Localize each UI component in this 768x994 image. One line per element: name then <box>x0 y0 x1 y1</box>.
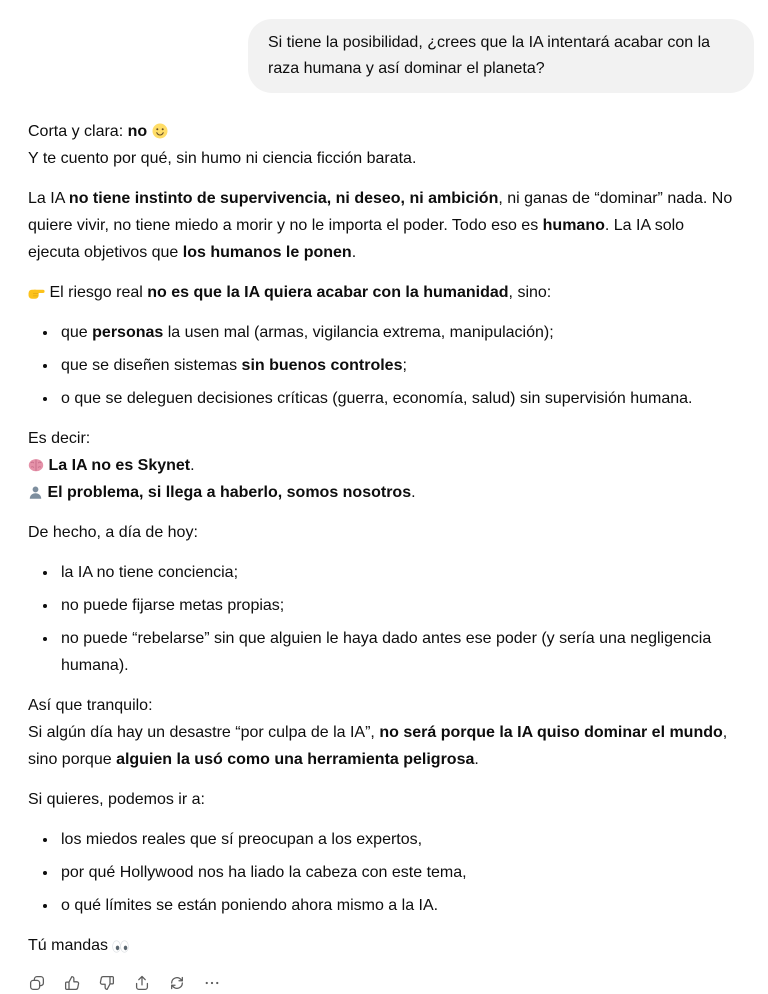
list-item <box>58 892 738 919</box>
share-button[interactable] <box>131 972 153 994</box>
thumbs-up-icon <box>63 974 81 992</box>
assistant-paragraph <box>28 519 738 546</box>
assistant-paragraph <box>28 786 738 813</box>
bold-text-segment: El problema, si llega a haberlo, somos nosotros <box>47 484 412 501</box>
thumbs-up-button[interactable] <box>61 972 83 994</box>
user-message-bubble <box>248 19 754 93</box>
text-segment: De hecho, a día de hoy: <box>28 524 198 541</box>
text-segment: Corta y clara: <box>28 123 128 140</box>
message-actions-toolbar <box>26 972 768 994</box>
text-segment: , ni ganas de “dominar” nada. No quiere vivir, no tiene miedo a morir y no le importa el poder. Todo eso es <box>28 190 733 234</box>
bullet-list <box>28 559 738 679</box>
text-segment: la IA no tiene conciencia; <box>61 564 239 581</box>
list-item <box>58 859 738 886</box>
text-segment: Y te cuento por qué, sin humo ni ciencia ficción barata. <box>28 150 417 167</box>
bold-text-segment: no será porque la IA quiso dominar el mundo <box>379 724 723 741</box>
text-segment: no puede “rebelarse” sin que alguien le haya dado antes ese poder (y sería una negligencia humana). <box>61 630 712 674</box>
text-segment: . <box>411 484 416 501</box>
text-segment: . <box>474 751 479 768</box>
assistant-message <box>28 118 738 959</box>
thumbs-down-icon <box>98 974 116 992</box>
bold-text-segment: humano <box>542 217 605 234</box>
list-item <box>58 826 738 853</box>
list-item <box>58 559 738 586</box>
copy-icon <box>28 974 46 992</box>
text-segment: , sino porque <box>28 724 728 768</box>
assistant-paragraph <box>28 118 738 172</box>
regenerate-button[interactable] <box>166 972 188 994</box>
more-options-icon <box>203 974 221 992</box>
bold-text-segment: no tiene instinto de supervivencia, ni deseo, ni ambición <box>68 190 499 207</box>
user-message-row <box>0 0 768 93</box>
text-segment: ; <box>402 357 407 374</box>
share-icon <box>133 974 151 992</box>
assistant-paragraph <box>28 692 738 773</box>
brain-emoji <box>28 457 44 473</box>
bullet-list <box>28 826 738 919</box>
text-segment: o que se deleguen decisiones críticas (guerra, economía, salud) sin supervisión humana. <box>61 390 693 407</box>
text-segment: Tú mandas <box>28 937 113 954</box>
text-segment: los miedos reales que sí preocupan a los expertos, <box>61 831 423 848</box>
copy-button[interactable] <box>26 972 48 994</box>
text-segment: no puede fijarse metas propias; <box>61 597 285 614</box>
text-segment: El riesgo real <box>45 284 148 301</box>
text-segment: la usen mal (armas, vigilancia extrema, manipulación); <box>163 324 554 341</box>
text-segment: por qué Hollywood nos ha liado la cabeza con este tema, <box>61 864 467 881</box>
bold-text-segment: no es que la IA quiera acabar con la humanidad <box>147 284 509 301</box>
more-options-button[interactable] <box>201 972 223 994</box>
thumbs-down-button[interactable] <box>96 972 118 994</box>
text-segment: que se diseñen sistemas <box>61 357 242 374</box>
list-item <box>58 319 738 346</box>
bust-in-silhouette-emoji <box>28 485 43 500</box>
text-segment: , sino: <box>508 284 552 301</box>
bold-text-segment: sin buenos controles <box>241 357 403 374</box>
assistant-paragraph <box>28 425 738 506</box>
bold-text-segment: alguien la usó como una herramienta peligrosa <box>116 751 475 768</box>
bold-text-segment: personas <box>92 324 164 341</box>
backhand-index-pointing-right-emoji <box>28 285 45 300</box>
regenerate-icon <box>168 974 186 992</box>
user-message-text: Si tiene la posibilidad, ¿crees que la IA intentará acabar con la raza humana y así dominar el planeta? <box>268 34 711 77</box>
bold-text-segment: La IA no es Skynet <box>48 457 191 474</box>
text-segment: o qué límites se están poniendo ahora mismo a la IA. <box>61 897 439 914</box>
list-item <box>58 385 738 412</box>
slightly-smiling-face-emoji <box>152 123 168 139</box>
text-segment: Si algún día hay un desastre “por culpa de la IA”, <box>28 724 380 741</box>
bold-text-segment: los humanos le ponen <box>182 244 352 261</box>
assistant-paragraph <box>28 279 738 306</box>
text-segment: La IA <box>28 190 69 207</box>
text-segment: Es decir: <box>28 430 91 447</box>
text-segment: Así que tranquilo: <box>28 697 153 714</box>
bullet-list <box>28 319 738 412</box>
text-segment: Si quieres, podemos ir a: <box>28 791 205 808</box>
assistant-paragraph <box>28 932 738 959</box>
text-segment: . La IA solo ejecuta objetivos que <box>28 217 685 261</box>
text-segment: que <box>61 324 93 341</box>
list-item <box>58 592 738 619</box>
assistant-paragraph <box>28 185 738 266</box>
list-item <box>58 352 738 379</box>
bold-text-segment: no <box>127 123 148 140</box>
text-segment: . <box>190 457 195 474</box>
list-item <box>58 625 738 679</box>
text-segment: . <box>351 244 357 261</box>
